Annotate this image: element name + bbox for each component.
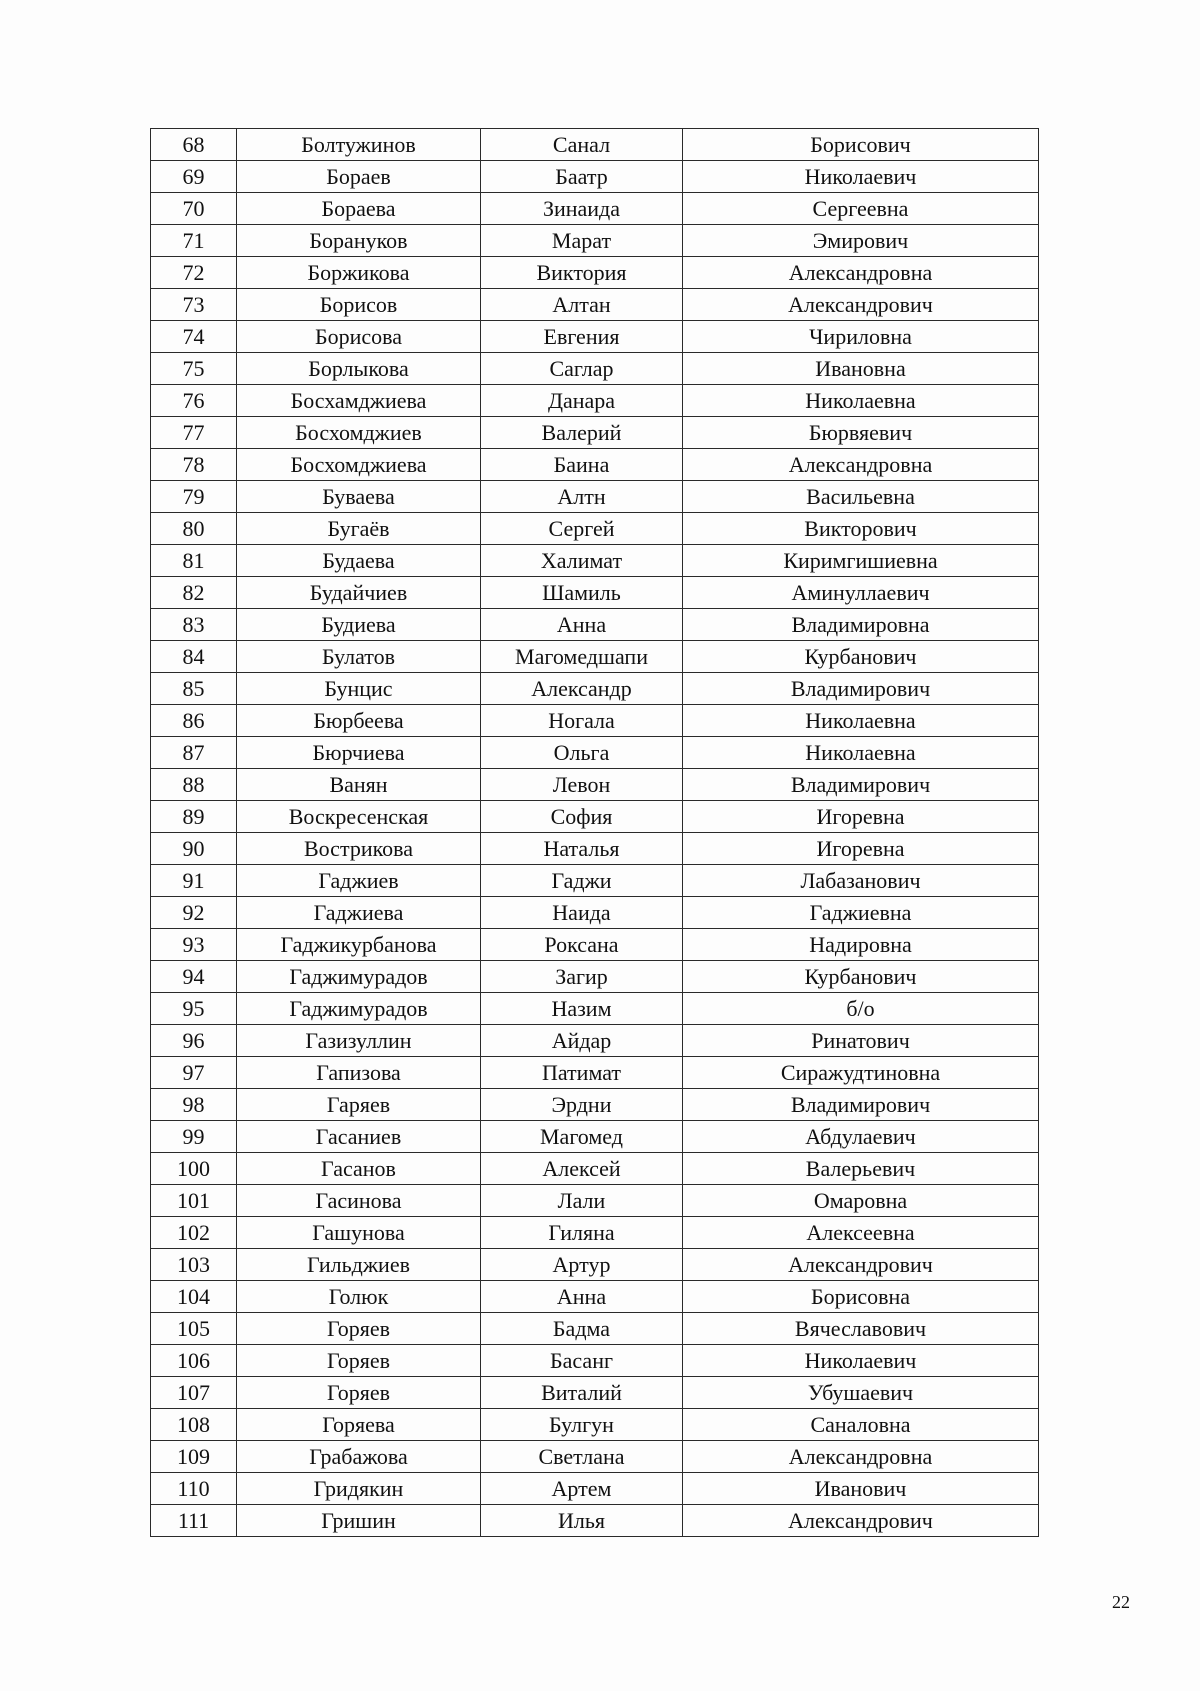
first-name-cell: Анна: [481, 1281, 683, 1313]
table-row: [151, 769, 1039, 801]
first-name-cell: Виталий: [481, 1377, 683, 1409]
patronymic-cell: Васильевна: [683, 481, 1039, 513]
patronymic-cell: Игоревна: [683, 801, 1039, 833]
last-name-cell: Гильджиев: [237, 1249, 481, 1281]
row-number-cell: 108: [151, 1409, 237, 1441]
last-name-cell: Гаджимурадов: [237, 993, 481, 1025]
patronymic-cell: Аминуллаевич: [683, 577, 1039, 609]
table-row: [151, 417, 1039, 449]
first-name-cell: Алтн: [481, 481, 683, 513]
last-name-cell: Бораев: [237, 161, 481, 193]
first-name-cell: Ольга: [481, 737, 683, 769]
last-name-cell: Гашунова: [237, 1217, 481, 1249]
patronymic-cell: Александрович: [683, 1249, 1039, 1281]
row-number-cell: 101: [151, 1185, 237, 1217]
row-number-cell: 96: [151, 1025, 237, 1057]
table-row: [151, 1441, 1039, 1473]
patronymic-cell: Ринатович: [683, 1025, 1039, 1057]
row-number-cell: 75: [151, 353, 237, 385]
first-name-cell: Баина: [481, 449, 683, 481]
table-row: [151, 1345, 1039, 1377]
row-number-cell: 105: [151, 1313, 237, 1345]
first-name-cell: Александр: [481, 673, 683, 705]
patronymic-cell: Валерьевич: [683, 1153, 1039, 1185]
row-number-cell: 87: [151, 737, 237, 769]
table-row: [151, 609, 1039, 641]
first-name-cell: Айдар: [481, 1025, 683, 1057]
row-number-cell: 89: [151, 801, 237, 833]
row-number-cell: 80: [151, 513, 237, 545]
last-name-cell: Будайчиев: [237, 577, 481, 609]
first-name-cell: Артур: [481, 1249, 683, 1281]
patronymic-cell: Борисовна: [683, 1281, 1039, 1313]
patronymic-cell: Киримгишиевна: [683, 545, 1039, 577]
last-name-cell: Бюрбеева: [237, 705, 481, 737]
row-number-cell: 103: [151, 1249, 237, 1281]
row-number-cell: 72: [151, 257, 237, 289]
row-number-cell: 76: [151, 385, 237, 417]
table-row: [151, 641, 1039, 673]
row-number-cell: 107: [151, 1377, 237, 1409]
table-row: [151, 897, 1039, 929]
table-row: [151, 1377, 1039, 1409]
roster-table: [150, 128, 1039, 1537]
row-number-cell: 99: [151, 1121, 237, 1153]
row-number-cell: 86: [151, 705, 237, 737]
row-number-cell: 91: [151, 865, 237, 897]
patronymic-cell: Владимирович: [683, 769, 1039, 801]
table-row: [151, 1505, 1039, 1537]
last-name-cell: Гаджикурбанова: [237, 929, 481, 961]
first-name-cell: Халимат: [481, 545, 683, 577]
first-name-cell: Ногала: [481, 705, 683, 737]
roster-table-body: [151, 129, 1039, 1537]
last-name-cell: Гришин: [237, 1505, 481, 1537]
patronymic-cell: Владимирович: [683, 673, 1039, 705]
row-number-cell: 70: [151, 193, 237, 225]
last-name-cell: Гаджимурадов: [237, 961, 481, 993]
first-name-cell: Марат: [481, 225, 683, 257]
row-number-cell: 81: [151, 545, 237, 577]
last-name-cell: Грабажова: [237, 1441, 481, 1473]
last-name-cell: Булатов: [237, 641, 481, 673]
last-name-cell: Будаева: [237, 545, 481, 577]
first-name-cell: Сергей: [481, 513, 683, 545]
first-name-cell: Светлана: [481, 1441, 683, 1473]
table-row: [151, 481, 1039, 513]
patronymic-cell: Сиражудтиновна: [683, 1057, 1039, 1089]
first-name-cell: Шамиль: [481, 577, 683, 609]
patronymic-cell: Убушаевич: [683, 1377, 1039, 1409]
last-name-cell: Бюрчиева: [237, 737, 481, 769]
table-row: [151, 449, 1039, 481]
first-name-cell: Артем: [481, 1473, 683, 1505]
row-number-cell: 73: [151, 289, 237, 321]
first-name-cell: Басанг: [481, 1345, 683, 1377]
last-name-cell: Гасанов: [237, 1153, 481, 1185]
table-row: [151, 865, 1039, 897]
first-name-cell: Патимат: [481, 1057, 683, 1089]
patronymic-cell: Курбанович: [683, 961, 1039, 993]
last-name-cell: Гридякин: [237, 1473, 481, 1505]
last-name-cell: Голюк: [237, 1281, 481, 1313]
table-row: [151, 1153, 1039, 1185]
patronymic-cell: Владимировна: [683, 609, 1039, 641]
row-number-cell: 78: [151, 449, 237, 481]
first-name-cell: Лали: [481, 1185, 683, 1217]
row-number-cell: 102: [151, 1217, 237, 1249]
last-name-cell: Борануков: [237, 225, 481, 257]
first-name-cell: Магомедшапи: [481, 641, 683, 673]
table-row: [151, 1185, 1039, 1217]
patronymic-cell: Лабазанович: [683, 865, 1039, 897]
patronymic-cell: Саналовна: [683, 1409, 1039, 1441]
row-number-cell: 106: [151, 1345, 237, 1377]
row-number-cell: 69: [151, 161, 237, 193]
patronymic-cell: Александрович: [683, 1505, 1039, 1537]
row-number-cell: 95: [151, 993, 237, 1025]
last-name-cell: Будиева: [237, 609, 481, 641]
row-number-cell: 97: [151, 1057, 237, 1089]
table-row: [151, 257, 1039, 289]
patronymic-cell: Сергеевна: [683, 193, 1039, 225]
last-name-cell: Бораева: [237, 193, 481, 225]
first-name-cell: Виктория: [481, 257, 683, 289]
last-name-cell: Гасаниев: [237, 1121, 481, 1153]
last-name-cell: Горяев: [237, 1313, 481, 1345]
table-row: [151, 289, 1039, 321]
first-name-cell: Алтан: [481, 289, 683, 321]
row-number-cell: 109: [151, 1441, 237, 1473]
first-name-cell: Саглар: [481, 353, 683, 385]
last-name-cell: Болтужинов: [237, 129, 481, 161]
row-number-cell: 104: [151, 1281, 237, 1313]
table-row: [151, 801, 1039, 833]
patronymic-cell: Омаровна: [683, 1185, 1039, 1217]
row-number-cell: 92: [151, 897, 237, 929]
last-name-cell: Гасинова: [237, 1185, 481, 1217]
first-name-cell: София: [481, 801, 683, 833]
table-row: [151, 833, 1039, 865]
table-row: [151, 1089, 1039, 1121]
table-row: [151, 705, 1039, 737]
patronymic-cell: Бюрвяевич: [683, 417, 1039, 449]
table-row: [151, 129, 1039, 161]
patronymic-cell: Гаджиевна: [683, 897, 1039, 929]
last-name-cell: Бугаёв: [237, 513, 481, 545]
last-name-cell: Воскресенская: [237, 801, 481, 833]
patronymic-cell: Викторович: [683, 513, 1039, 545]
patronymic-cell: Николаевич: [683, 161, 1039, 193]
patronymic-cell: Александровна: [683, 449, 1039, 481]
table-row: [151, 193, 1039, 225]
table-row: [151, 929, 1039, 961]
last-name-cell: Босхамджиева: [237, 385, 481, 417]
last-name-cell: Буваева: [237, 481, 481, 513]
row-number-cell: 84: [151, 641, 237, 673]
table-row: [151, 225, 1039, 257]
table-row: [151, 993, 1039, 1025]
row-number-cell: 68: [151, 129, 237, 161]
patronymic-cell: Чириловна: [683, 321, 1039, 353]
table-row: [151, 577, 1039, 609]
table-row: [151, 513, 1039, 545]
last-name-cell: Босхомджиева: [237, 449, 481, 481]
table-row: [151, 1281, 1039, 1313]
table-row: [151, 1249, 1039, 1281]
last-name-cell: Бунцис: [237, 673, 481, 705]
row-number-cell: 100: [151, 1153, 237, 1185]
last-name-cell: Борлыкова: [237, 353, 481, 385]
table-row: [151, 1025, 1039, 1057]
first-name-cell: Загир: [481, 961, 683, 993]
last-name-cell: Боржикова: [237, 257, 481, 289]
row-number-cell: 111: [151, 1505, 237, 1537]
row-number-cell: 93: [151, 929, 237, 961]
patronymic-cell: Иванович: [683, 1473, 1039, 1505]
table-row: [151, 385, 1039, 417]
patronymic-cell: Николаевна: [683, 705, 1039, 737]
table-row: [151, 321, 1039, 353]
row-number-cell: 90: [151, 833, 237, 865]
first-name-cell: Илья: [481, 1505, 683, 1537]
first-name-cell: Бадма: [481, 1313, 683, 1345]
first-name-cell: Данара: [481, 385, 683, 417]
row-number-cell: 79: [151, 481, 237, 513]
table-row: [151, 1313, 1039, 1345]
row-number-cell: 98: [151, 1089, 237, 1121]
last-name-cell: Горяев: [237, 1345, 481, 1377]
row-number-cell: 110: [151, 1473, 237, 1505]
row-number-cell: 82: [151, 577, 237, 609]
last-name-cell: Гапизова: [237, 1057, 481, 1089]
first-name-cell: Наталья: [481, 833, 683, 865]
last-name-cell: Ванян: [237, 769, 481, 801]
row-number-cell: 71: [151, 225, 237, 257]
table-row: [151, 545, 1039, 577]
first-name-cell: Анна: [481, 609, 683, 641]
first-name-cell: Наида: [481, 897, 683, 929]
patronymic-cell: Николаевич: [683, 1345, 1039, 1377]
patronymic-cell: Николаевна: [683, 385, 1039, 417]
table-row: [151, 161, 1039, 193]
first-name-cell: Евгения: [481, 321, 683, 353]
patronymic-cell: Игоревна: [683, 833, 1039, 865]
first-name-cell: Эрдни: [481, 1089, 683, 1121]
patronymic-cell: Алексеевна: [683, 1217, 1039, 1249]
first-name-cell: Валерий: [481, 417, 683, 449]
patronymic-cell: Владимирович: [683, 1089, 1039, 1121]
patronymic-cell: б/о: [683, 993, 1039, 1025]
patronymic-cell: Александровна: [683, 1441, 1039, 1473]
patronymic-cell: Абдулаевич: [683, 1121, 1039, 1153]
row-number-cell: 74: [151, 321, 237, 353]
patronymic-cell: Николаевна: [683, 737, 1039, 769]
table-row: [151, 353, 1039, 385]
row-number-cell: 88: [151, 769, 237, 801]
last-name-cell: Горяева: [237, 1409, 481, 1441]
row-number-cell: 85: [151, 673, 237, 705]
first-name-cell: Магомед: [481, 1121, 683, 1153]
last-name-cell: Борисов: [237, 289, 481, 321]
patronymic-cell: Курбанович: [683, 641, 1039, 673]
patronymic-cell: Александровна: [683, 257, 1039, 289]
patronymic-cell: Эмирович: [683, 225, 1039, 257]
patronymic-cell: Ивановна: [683, 353, 1039, 385]
first-name-cell: Левон: [481, 769, 683, 801]
first-name-cell: Роксана: [481, 929, 683, 961]
table-row: [151, 1217, 1039, 1249]
last-name-cell: Босхомджиев: [237, 417, 481, 449]
table-row: [151, 1473, 1039, 1505]
first-name-cell: Алексей: [481, 1153, 683, 1185]
patronymic-cell: Вячеславович: [683, 1313, 1039, 1345]
table-row: [151, 1121, 1039, 1153]
last-name-cell: Газизуллин: [237, 1025, 481, 1057]
first-name-cell: Булгун: [481, 1409, 683, 1441]
patronymic-cell: Александрович: [683, 289, 1039, 321]
first-name-cell: Баатр: [481, 161, 683, 193]
last-name-cell: Горяев: [237, 1377, 481, 1409]
last-name-cell: Вострикова: [237, 833, 481, 865]
page-number: 22: [1112, 1592, 1130, 1612]
last-name-cell: Гаджиев: [237, 865, 481, 897]
patronymic-cell: Борисович: [683, 129, 1039, 161]
table-row: [151, 737, 1039, 769]
first-name-cell: Назим: [481, 993, 683, 1025]
table-row: [151, 1409, 1039, 1441]
last-name-cell: Борисова: [237, 321, 481, 353]
first-name-cell: Гаджи: [481, 865, 683, 897]
row-number-cell: 94: [151, 961, 237, 993]
first-name-cell: Санал: [481, 129, 683, 161]
patronymic-cell: Надировна: [683, 929, 1039, 961]
table-row: [151, 673, 1039, 705]
first-name-cell: Зинаида: [481, 193, 683, 225]
table-row: [151, 1057, 1039, 1089]
row-number-cell: 83: [151, 609, 237, 641]
table-row: [151, 961, 1039, 993]
row-number-cell: 77: [151, 417, 237, 449]
last-name-cell: Гаряев: [237, 1089, 481, 1121]
last-name-cell: Гаджиева: [237, 897, 481, 929]
first-name-cell: Гиляна: [481, 1217, 683, 1249]
